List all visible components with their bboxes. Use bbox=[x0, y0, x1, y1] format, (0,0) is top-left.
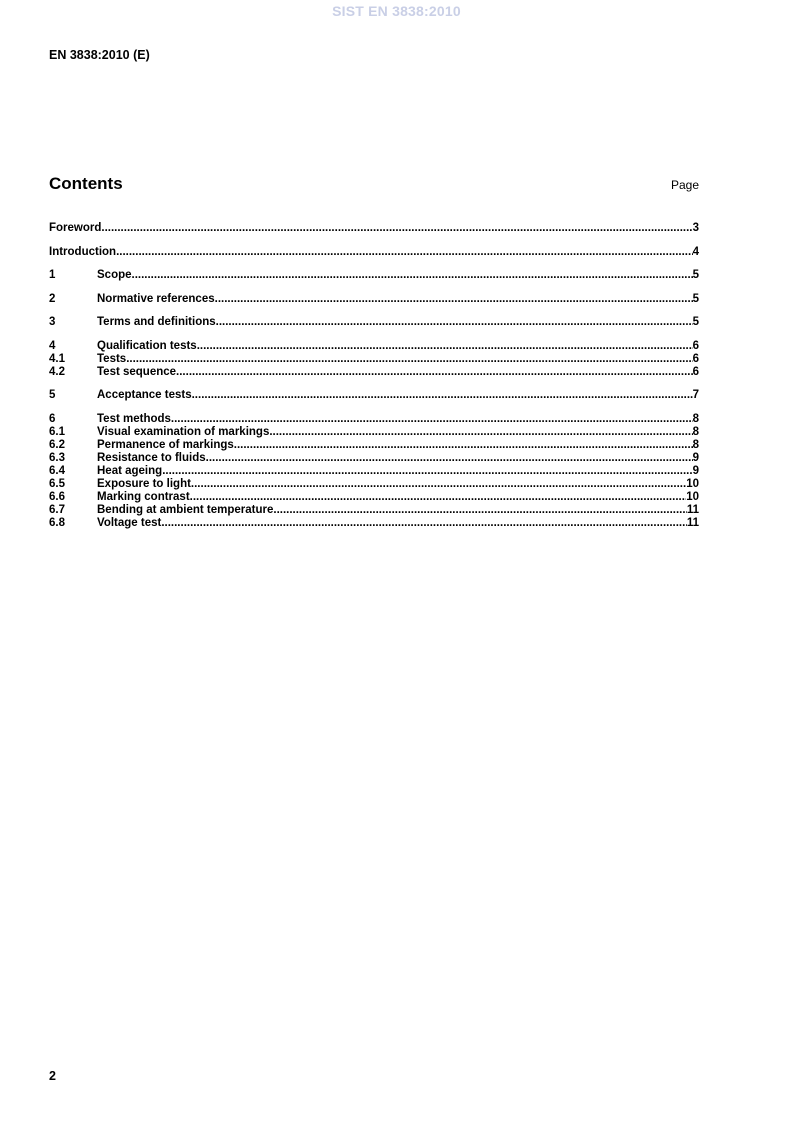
toc-entry-number: 6 bbox=[49, 412, 56, 425]
toc-entry-normative-references[interactable] bbox=[49, 293, 699, 306]
toc-entry-title: Voltage test bbox=[97, 516, 162, 529]
toc-entry-title: Introduction bbox=[49, 245, 117, 258]
contents-header bbox=[49, 174, 699, 196]
table-of-contents bbox=[49, 222, 699, 530]
toc-entry-introduction[interactable] bbox=[49, 246, 699, 259]
toc-entry-tests[interactable] bbox=[49, 353, 699, 366]
toc-entry-number: 3 bbox=[49, 316, 56, 328]
toc-entry-title: Qualification tests bbox=[97, 339, 197, 352]
toc-entry-number: 6.3 bbox=[49, 451, 65, 464]
toc-entry-page: 6 bbox=[692, 352, 699, 365]
toc-entry-acceptance-tests[interactable] bbox=[49, 389, 699, 402]
toc-entry-title: Permanence of markings bbox=[97, 438, 234, 451]
toc-entry-number: 4.2 bbox=[49, 365, 65, 378]
toc-entry-scope[interactable] bbox=[49, 269, 699, 282]
toc-leader-dots bbox=[176, 366, 693, 379]
toc-entry-exposure-to-light[interactable] bbox=[49, 478, 699, 491]
toc-entry-title: Visual examination of markings bbox=[97, 425, 270, 438]
toc-entry-number: 2 bbox=[49, 292, 56, 305]
toc-entry-title: Tests bbox=[97, 352, 127, 365]
toc-entry-number: 6.1 bbox=[49, 425, 65, 438]
toc-leader-dots bbox=[273, 504, 686, 517]
toc-entry-number: 6.2 bbox=[49, 438, 65, 451]
toc-leader-dots bbox=[269, 426, 692, 439]
toc-entry-number: 5 bbox=[49, 389, 56, 401]
toc-entry-number: 6.4 bbox=[49, 464, 65, 477]
toc-entry-title: Foreword bbox=[49, 222, 102, 234]
toc-entry-number: 4 bbox=[49, 339, 56, 352]
toc-entry-foreword[interactable] bbox=[49, 222, 699, 235]
toc-entry-title: Terms and definitions bbox=[97, 316, 216, 328]
page-number: 2 bbox=[49, 1069, 56, 1083]
toc-entry-page: 10 bbox=[686, 490, 699, 503]
toc-entry-number: 6.8 bbox=[49, 516, 65, 529]
toc-entry-title: Normative references bbox=[97, 292, 215, 305]
page-column-label: Page bbox=[670, 178, 699, 192]
contents-title: Contents bbox=[49, 174, 123, 193]
toc-entry-resistance-to-fluids[interactable] bbox=[49, 452, 699, 465]
toc-entry-page: 6 bbox=[692, 339, 699, 352]
toc-entry-number: 6.6 bbox=[49, 490, 65, 503]
toc-entry-page: 6 bbox=[692, 365, 699, 378]
toc-entry-page: 10 bbox=[686, 477, 699, 490]
toc-entry-marking-contrast[interactable] bbox=[49, 491, 699, 504]
toc-entry-page: 11 bbox=[686, 503, 699, 516]
toc-entry-page: 8 bbox=[692, 438, 699, 451]
toc-entry-bending-at-ambient-temperature[interactable] bbox=[49, 504, 699, 517]
toc-entry-voltage-test[interactable] bbox=[49, 517, 699, 530]
toc-entry-page: 5 bbox=[692, 269, 699, 281]
toc-entry-permanence-of-markings[interactable] bbox=[49, 439, 699, 452]
toc-leader-dots bbox=[161, 517, 687, 530]
toc-entry-qualification-tests[interactable] bbox=[49, 340, 699, 353]
toc-entry-page: 7 bbox=[692, 389, 699, 401]
toc-entry-number: 6.7 bbox=[49, 503, 65, 516]
toc-entry-page: 9 bbox=[692, 451, 699, 464]
toc-leader-dots bbox=[101, 222, 692, 235]
toc-entry-number: 1 bbox=[49, 269, 56, 281]
toc-entry-page: 3 bbox=[692, 222, 699, 234]
toc-entry-page: 4 bbox=[692, 245, 699, 258]
toc-entry-test-methods[interactable] bbox=[49, 413, 699, 426]
toc-entry-title: Test methods bbox=[97, 412, 171, 425]
toc-entry-number: 6.5 bbox=[49, 477, 65, 490]
toc-entry-page: 8 bbox=[692, 425, 699, 438]
toc-leader-dots bbox=[132, 269, 693, 282]
toc-leader-dots bbox=[192, 389, 693, 402]
toc-leader-dots bbox=[234, 439, 693, 452]
toc-entry-page: 5 bbox=[692, 316, 699, 328]
toc-entry-heat-ageing[interactable] bbox=[49, 465, 699, 478]
toc-leader-dots bbox=[116, 246, 693, 259]
toc-entry-title: Test sequence bbox=[97, 365, 177, 378]
toc-entry-title: Acceptance tests bbox=[97, 389, 192, 401]
watermark: SIST EN 3838:2010 bbox=[332, 3, 461, 19]
toc-entry-page: 8 bbox=[692, 412, 699, 425]
toc-entry-title: Bending at ambient temperature bbox=[97, 503, 274, 516]
toc-entry-title: Marking contrast bbox=[97, 490, 190, 503]
toc-entry-title: Exposure to light bbox=[97, 477, 191, 490]
toc-leader-dots bbox=[216, 316, 693, 329]
toc-entry-number: 4.1 bbox=[49, 352, 65, 365]
toc-leader-dots bbox=[162, 465, 692, 478]
toc-entry-page: 5 bbox=[692, 292, 699, 305]
toc-entry-title: Resistance to fluids bbox=[97, 451, 206, 464]
document-id: EN 3838:2010 (E) bbox=[49, 48, 150, 62]
toc-entry-title: Heat ageing bbox=[97, 464, 163, 477]
toc-entry-title: Scope bbox=[97, 269, 132, 281]
toc-entry-visual-examination[interactable] bbox=[49, 426, 699, 439]
toc-entry-test-sequence[interactable] bbox=[49, 366, 699, 379]
toc-leader-dots bbox=[191, 478, 686, 491]
toc-leader-dots bbox=[126, 353, 692, 366]
toc-leader-dots bbox=[197, 340, 693, 353]
toc-leader-dots bbox=[171, 413, 693, 426]
toc-entry-page: 9 bbox=[692, 464, 699, 477]
toc-leader-dots bbox=[215, 293, 693, 306]
toc-entry-terms-and-definitions[interactable] bbox=[49, 316, 699, 329]
toc-leader-dots bbox=[190, 491, 687, 504]
toc-entry-page: 11 bbox=[686, 516, 699, 529]
toc-leader-dots bbox=[206, 452, 693, 465]
